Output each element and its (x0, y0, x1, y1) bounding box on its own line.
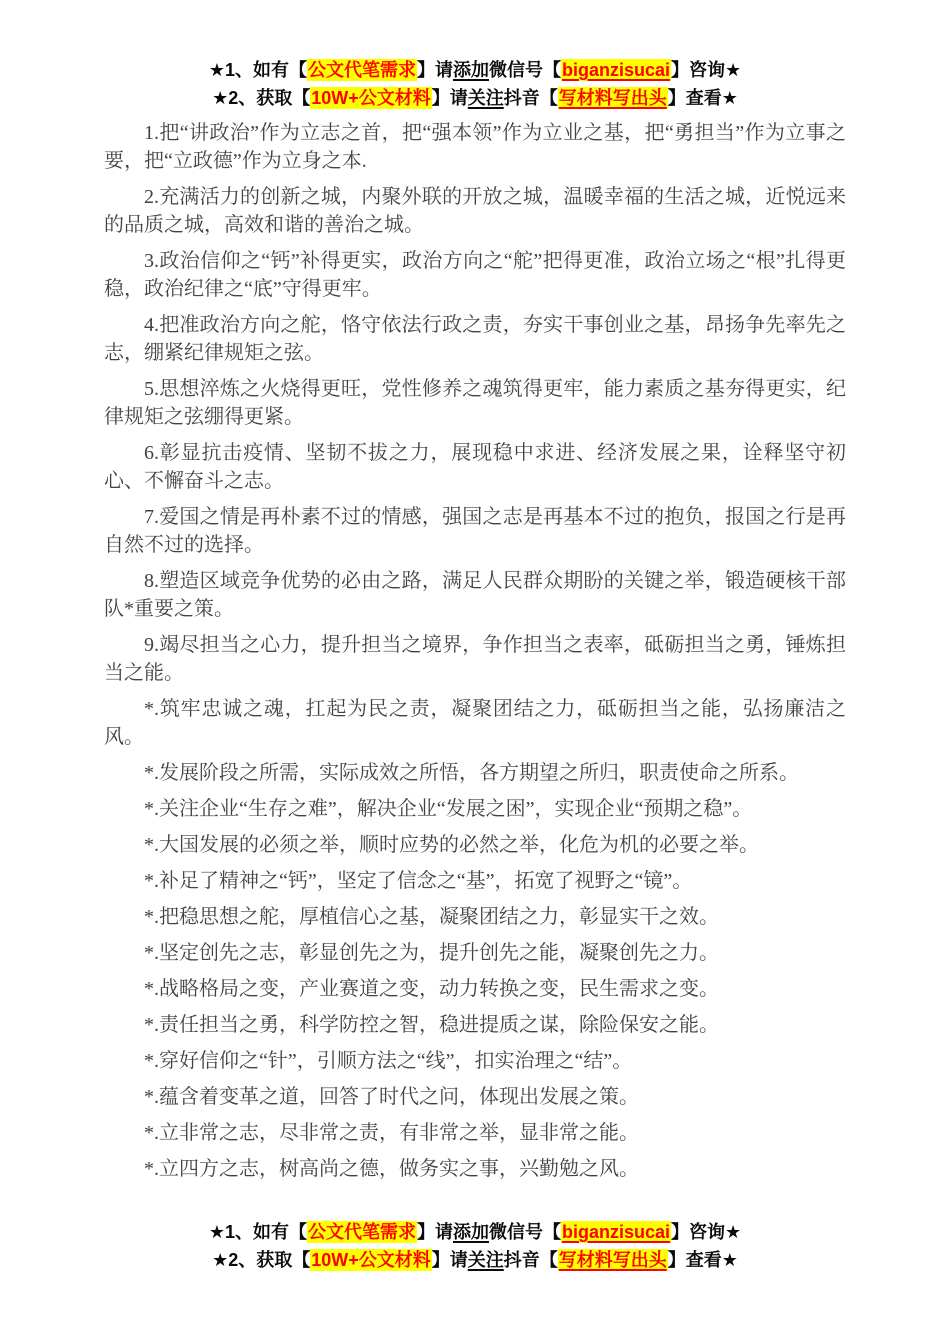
promo-text: 】请 (431, 88, 468, 108)
promo-highlight-underline: biganzisucai (561, 1222, 671, 1242)
promo-footer (104, 1218, 846, 1274)
list-item: 8.塑造区域竞争优势的必由之路，满足人民群众期盼的关键之举，锻造硬核干部队*重要之策。 (104, 570, 846, 620)
promo-highlight: 公文代笔需求 (307, 1222, 416, 1242)
promo-text: 】查看★ (667, 1250, 738, 1270)
document-body (104, 119, 846, 1214)
promo-header (104, 56, 846, 112)
list-item: *.发展阶段之所需，实际成效之所悟，各方期望之所归，职责使命之所系。 (144, 762, 799, 784)
list-item: *.战略格局之变，产业赛道之变，动力转换之变，民生需求之变。 (144, 978, 719, 1000)
promo-line-1 (104, 56, 846, 84)
promo-text: 】请 (431, 1250, 468, 1270)
list-item: 7.爱国之情是再朴素不过的情感，强国之志是再基本不过的抱负，报国之行是再自然不过的选择。 (104, 506, 846, 556)
promo-text: 】咨询★ (671, 60, 742, 80)
promo-line-1 (104, 1218, 846, 1246)
list-item: *.补足了精神之“钙”，坚定了信念之“基”，拓宽了视野之“镜”。 (144, 870, 693, 892)
promo-text: 抖音【 (503, 1250, 558, 1270)
list-item: 6.彰显抗击疫情、坚韧不拔之力，展现稳中求进、经济发展之果，诠释坚守初心、不懈奋斗之志。 (104, 442, 846, 492)
list-item: *.大国发展的必须之举，顺时应势的必然之举，化危为机的必要之举。 (144, 834, 759, 856)
promo-text: 】咨询★ (671, 1222, 742, 1242)
list-item: 4.把准政治方向之舵，恪守依法行政之责，夯实干事创业之基，昂扬争先率先之志，绷紧纪律规矩之弦。 (104, 314, 846, 364)
promo-text: ★1、如有【 (208, 60, 307, 80)
promo-text: 】请 (416, 1222, 453, 1242)
promo-line-2 (104, 1246, 846, 1274)
promo-text: 】请 (416, 60, 453, 80)
list-item: *.蕴含着变革之道，回答了时代之问，体现出发展之策。 (144, 1086, 639, 1108)
promo-highlight-underline: 写材料写出头 (558, 88, 667, 108)
promo-underline-text: 添加 (452, 60, 489, 80)
list-item: *.责任担当之勇，科学防控之智，稳进提质之谋，除险保安之能。 (144, 1014, 719, 1036)
list-item: *.坚定创先之志，彰显创先之为，提升创先之能，凝聚创先之力。 (144, 942, 719, 964)
list-item: *.关注企业“生存之难”，解决企业“发展之困”，实现企业“预期之稳”。 (144, 798, 753, 820)
promo-line-2 (104, 84, 846, 112)
list-item: 3.政治信仰之“钙”补得更实，政治方向之“舵”把得更准，政治立场之“根”扎得更稳，政治纪律之“底”守得更牢。 (104, 250, 846, 300)
promo-text: 微信号【 (488, 60, 561, 80)
list-item: *.把稳思想之舵，厚植信心之基，凝聚团结之力，彰显实干之效。 (144, 906, 719, 928)
promo-text: ★2、获取【 (212, 88, 311, 108)
promo-text: 抖音【 (503, 88, 558, 108)
list-item: *.筑牢忠诚之魂，扛起为民之责，凝聚团结之力，砥砺担当之能，弘扬廉洁之风。 (104, 698, 846, 748)
promo-text: ★1、如有【 (208, 1222, 307, 1242)
promo-text: ★2、获取【 (212, 1250, 311, 1270)
list-item: *.立非常之志，尽非常之责，有非常之举，显非常之能。 (144, 1122, 639, 1144)
list-item: 1.把“讲政治”作为立志之首，把“强本领”作为立业之基，把“勇担当”作为立事之要，把“立政德”作为立身之本. (104, 122, 846, 172)
promo-underline-text: 关注 (467, 1250, 504, 1270)
promo-text: 微信号【 (488, 1222, 561, 1242)
promo-underline-text: 添加 (452, 1222, 489, 1242)
list-item: *.立四方之志，树高尚之德，做务实之事，兴勤勉之风。 (144, 1158, 639, 1180)
promo-highlight: 10W+公文材料 (311, 1250, 431, 1270)
promo-highlight-underline: biganzisucai (561, 60, 671, 80)
promo-underline-text: 关注 (467, 88, 504, 108)
list-item: *.穿好信仰之“针”，引顺方法之“线”，扣实治理之“结”。 (144, 1050, 633, 1072)
promo-text: 】查看★ (667, 88, 738, 108)
list-item: 9.竭尽担当之心力，提升担当之境界，争作担当之表率，砥砺担当之勇，锤炼担当之能。 (104, 634, 846, 684)
promo-highlight-underline: 写材料写出头 (558, 1250, 667, 1270)
list-item: 5.思想淬炼之火烧得更旺，党性修养之魂筑得更牢，能力素质之基夯得更实，纪律规矩之弦绷得更紧。 (104, 378, 846, 428)
list-item: 2.充满活力的创新之城，内聚外联的开放之城，温暖幸福的生活之城，近悦远来的品质之城，高效和谐的善治之城。 (104, 186, 846, 236)
promo-highlight: 公文代笔需求 (307, 60, 416, 80)
promo-highlight: 10W+公文材料 (311, 88, 431, 108)
